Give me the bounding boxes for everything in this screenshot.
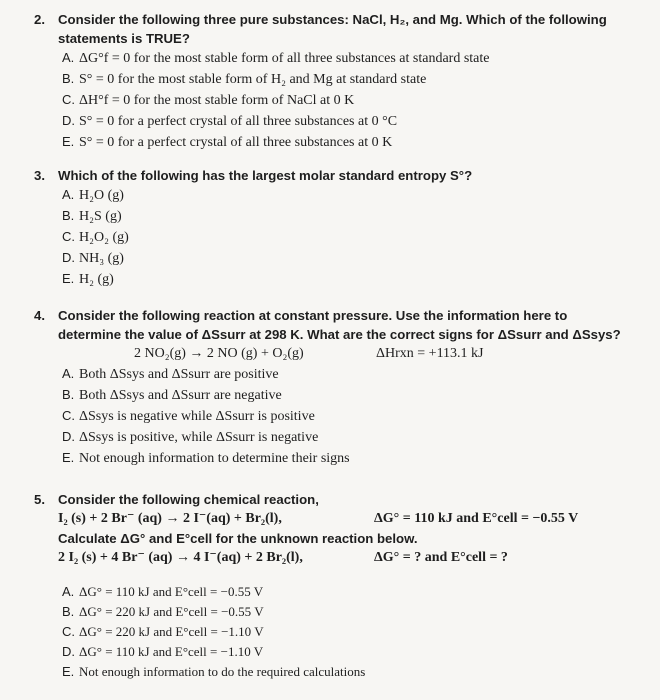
option-e[interactable]: E. H₂ (g) [62,271,114,287]
option-e[interactable]: E. S° = 0 for a perfect crystal of all three substances at 0 K [62,134,393,150]
question-stem-line: determine the value of ΔSsurr at 298 K. What are the correct signs for ΔSsurr and ΔSsys? [58,327,621,342]
option-c[interactable]: C. ΔH°f = 0 for the most stable form of NaCl at 0 K [62,92,355,108]
question-stem-line: 2. Consider the following three pure substances: NaCl, H₂, and Mg. Which of the following [34,12,607,27]
option-a[interactable]: A. Both ΔSsys and ΔSsurr are positive [62,366,279,382]
option-b[interactable]: B. H₂S (g) [62,208,122,224]
reaction-line [34,344,634,364]
unknown-reaction-line [34,548,634,568]
option-c[interactable]: C. ΔSsys is negative while ΔSsurr is positive [62,408,315,424]
option-c[interactable]: C. H₂O₂ (g) [62,229,129,245]
question-stem-line: 4. Consider the following reaction at constant pressure. Use the information here to [34,308,568,323]
question-stem-line: statements is TRUE? [58,31,190,46]
question-3 [34,166,634,290]
reaction-equation: 2 NO₂(g) → 2 NO (g) + O₂(g) [134,346,304,361]
given-values: ΔG° = 110 kJ and E°cell = −0.55 V [374,511,579,526]
question-5 [34,490,634,682]
option-b[interactable]: B. ΔG° = 220 kJ and E°cell = −0.55 V [62,604,264,619]
option-e[interactable]: E. Not enough information to determine their signs [62,450,350,466]
option-a[interactable]: A. ΔG°f = 0 for the most stable form of all three substances at standard state [62,50,490,66]
question-stem-line: 3. Which of the following has the largest molar standard entropy S°? [34,168,473,183]
spacer [34,568,634,582]
option-d[interactable]: D. ΔSsys is positive, while ΔSsurr is negative [62,429,319,445]
option-b[interactable]: B. Both ΔSsys and ΔSsurr are negative [62,387,282,403]
unknown-reaction: 2 I₂ (s) + 4 Br⁻ (aq) → 4 I⁻(aq) + 2 Br₂(l), [58,550,303,565]
given-reaction-line [34,509,634,529]
option-d[interactable]: D. S° = 0 for a perfect crystal of all three substances at 0 °C [62,113,398,129]
task-line: Calculate ΔG° and E°cell for the unknown reaction below. [58,531,418,546]
question-2 [34,10,634,153]
given-reaction: I₂ (s) + 2 Br⁻ (aq) → 2 I⁻(aq) + Br₂(l), [58,511,282,526]
question-number: 4. [34,308,45,323]
option-d[interactable]: D. NH₃ (g) [62,250,124,266]
option-b[interactable]: B. S° = 0 for the most stable form of H₂ and Mg at standard state [62,71,427,87]
option-c[interactable]: C. ΔG° = 220 kJ and E°cell = −1.10 V [62,624,264,639]
question-number: 2. [34,12,45,27]
option-a[interactable]: A. H₂O (g) [62,187,124,203]
unknown-values: ΔG° = ? and E°cell = ? [374,550,508,565]
question-stem-line: 5. Consider the following chemical reaction, [34,492,319,507]
option-d[interactable]: D. ΔG° = 110 kJ and E°cell = −1.10 V [62,644,264,659]
enthalpy-value: ΔHrxn = +113.1 kJ [376,346,484,361]
question-number: 3. [34,168,45,183]
question-4 [34,306,634,469]
question-number: 5. [34,492,45,507]
option-e[interactable]: E. Not enough information to do the required calculations [62,664,366,679]
option-a[interactable]: A. ΔG° = 110 kJ and E°cell = −0.55 V [62,584,264,599]
